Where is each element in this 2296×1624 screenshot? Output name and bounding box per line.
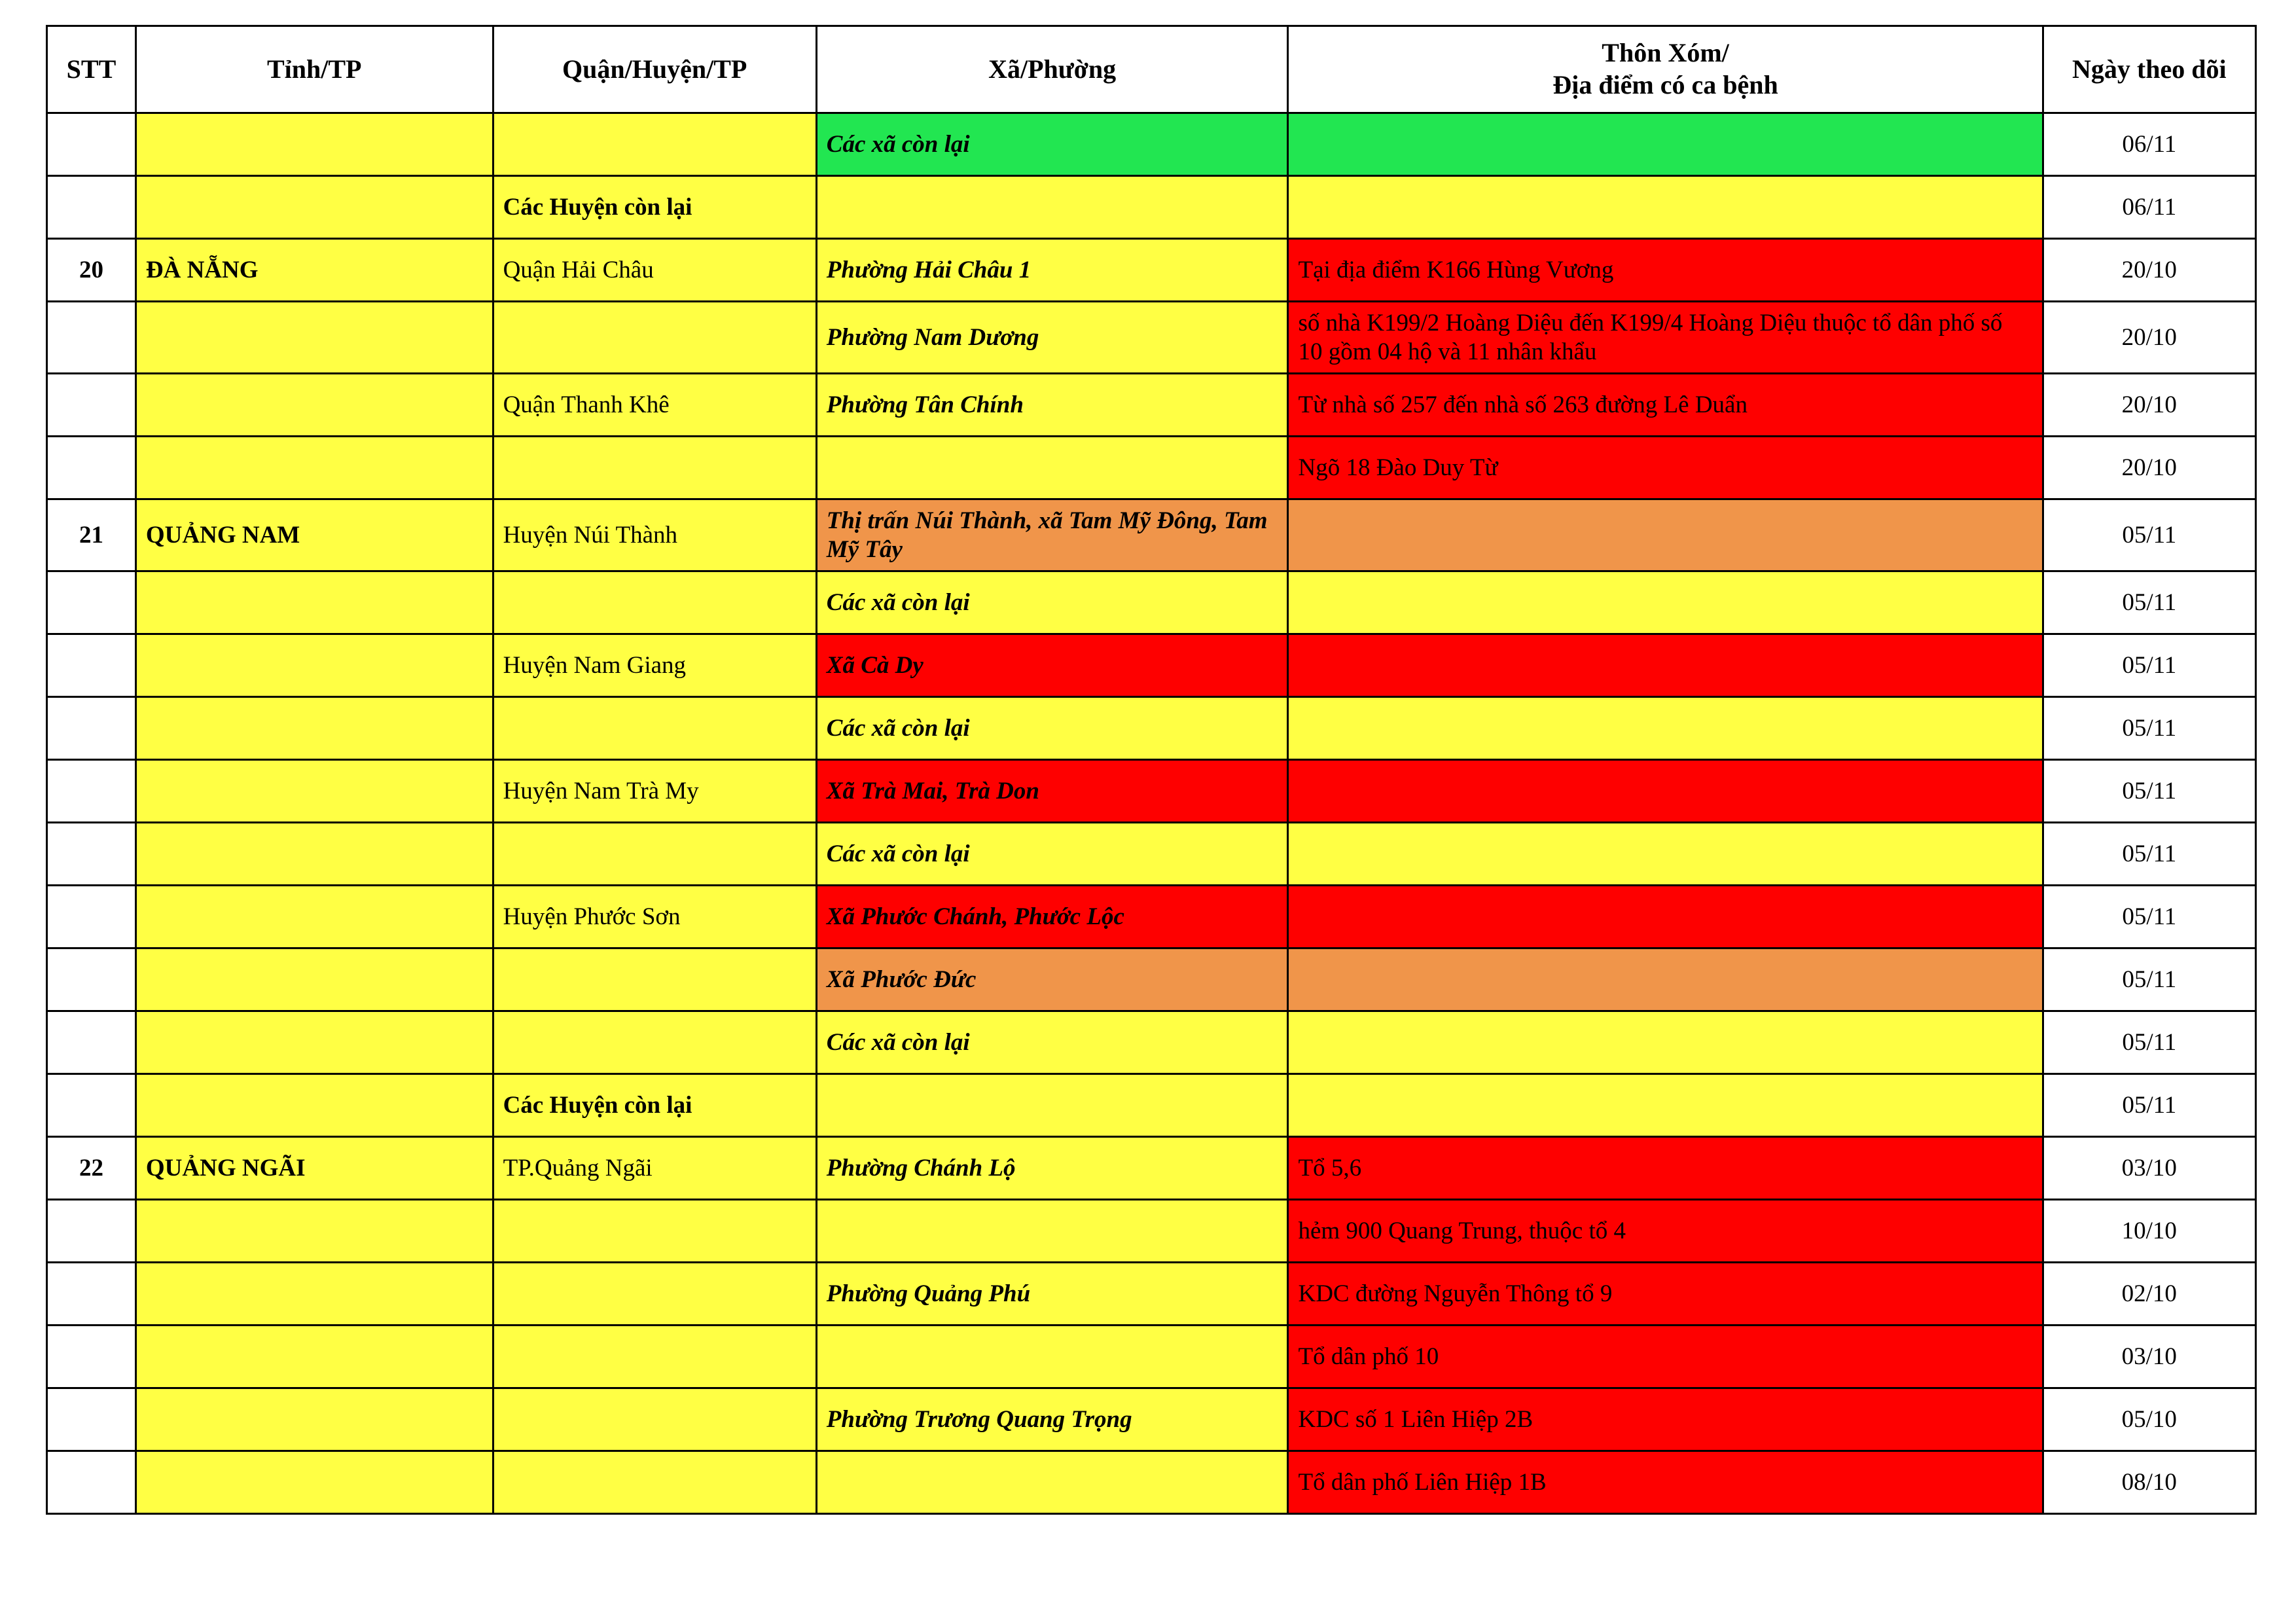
cell-date (2043, 571, 2255, 634)
cell-place (1288, 697, 2043, 760)
cell-ward (816, 886, 1288, 948)
cell-ward (816, 1263, 1288, 1326)
cell-date-text: 05/11 (2122, 965, 2177, 993)
cell-province (135, 1137, 493, 1200)
cell-province (135, 823, 493, 886)
cell-province (135, 1388, 493, 1451)
cell-date (2043, 1388, 2255, 1451)
cell-place (1288, 1137, 2043, 1200)
cell-date (2043, 176, 2255, 239)
cell-province (135, 1326, 493, 1388)
cell-province (135, 1074, 493, 1137)
cell-province (135, 176, 493, 239)
cell-place (1288, 760, 2043, 823)
cell-place (1288, 1074, 2043, 1137)
cell-stt (47, 886, 136, 948)
cell-date-text: 10/10 (2121, 1217, 2177, 1244)
cell-ward-text: Xã Phước Chánh, Phước Lộc (826, 903, 1124, 930)
cell-date-text: 06/11 (2122, 193, 2177, 221)
cell-ward (816, 1388, 1288, 1451)
cell-district (493, 886, 816, 948)
cell-district (493, 1074, 816, 1137)
header-province: Tỉnh/TP (135, 26, 493, 113)
cell-place (1288, 1200, 2043, 1263)
header-place (1288, 26, 2043, 113)
cell-district (493, 697, 816, 760)
cell-stt (47, 1011, 136, 1074)
cell-province (135, 571, 493, 634)
cell-date (2043, 634, 2255, 697)
cell-district (493, 1200, 816, 1263)
cell-date-text: 05/11 (2122, 903, 2177, 930)
cell-place-text: hẻm 900 Quang Trung, thuộc tổ 4 (1298, 1217, 1626, 1244)
cell-stt (47, 1200, 136, 1263)
cell-place (1288, 634, 2043, 697)
cell-date (2043, 1137, 2255, 1200)
table-row (47, 1200, 2256, 1263)
cell-place (1288, 571, 2043, 634)
cell-province (135, 1011, 493, 1074)
table-row (47, 1074, 2256, 1137)
cell-province (135, 1200, 493, 1263)
cell-stt (47, 948, 136, 1011)
cell-stt (47, 571, 136, 634)
cell-ward (816, 1011, 1288, 1074)
cell-stt (47, 239, 136, 302)
cell-province (135, 760, 493, 823)
cell-ward (816, 176, 1288, 239)
table-body (47, 113, 2256, 1514)
cell-stt (47, 437, 136, 499)
cell-district (493, 1326, 816, 1388)
table-row (47, 302, 2256, 374)
cell-stt (47, 1388, 136, 1451)
cell-district (493, 1451, 816, 1514)
table-row (47, 239, 2256, 302)
cell-stt (47, 1451, 136, 1514)
cell-date-text: 20/10 (2121, 256, 2177, 283)
table-row (47, 697, 2256, 760)
cell-place (1288, 1326, 2043, 1388)
cell-ward-text: Các xã còn lại (826, 840, 970, 867)
table-row (47, 176, 2256, 239)
table-row (47, 113, 2256, 176)
header-place-line2: Địa điểm có ca bệnh (1552, 70, 1778, 99)
cell-ward (816, 1326, 1288, 1388)
cell-stt (47, 697, 136, 760)
header-stt: STT (47, 26, 136, 113)
cell-date-text: 05/11 (2122, 588, 2177, 616)
cell-ward (816, 437, 1288, 499)
header-district: Quận/Huyện/TP (493, 26, 816, 113)
cell-date (2043, 886, 2255, 948)
cell-place (1288, 437, 2043, 499)
cell-province (135, 948, 493, 1011)
table-row (47, 1388, 2256, 1451)
cell-district (493, 239, 816, 302)
cell-ward (816, 1137, 1288, 1200)
cell-date-text: 05/11 (2122, 651, 2177, 679)
cell-ward (816, 239, 1288, 302)
cell-province (135, 302, 493, 374)
cell-stt-text: 21 (79, 521, 103, 549)
cell-district (493, 1011, 816, 1074)
cell-date (2043, 499, 2255, 571)
cell-district-text: Các Huyện còn lại (503, 1091, 692, 1119)
cell-date (2043, 1200, 2255, 1263)
cell-ward (816, 302, 1288, 374)
cell-date (2043, 697, 2255, 760)
cell-province (135, 1451, 493, 1514)
cell-place-text: Tổ dân phố Liên Hiệp 1B (1298, 1468, 1547, 1496)
cell-ward-text: Phường Tân Chính (826, 391, 1024, 418)
cell-place (1288, 886, 2043, 948)
cell-date-text: 05/10 (2121, 1405, 2177, 1433)
cell-place (1288, 1451, 2043, 1514)
cell-province (135, 239, 493, 302)
cell-place (1288, 239, 2043, 302)
cell-district-text: Huyện Nam Giang (503, 651, 687, 679)
cell-stt (47, 374, 136, 437)
cell-date (2043, 1326, 2255, 1388)
table-row (47, 760, 2256, 823)
cell-date (2043, 1011, 2255, 1074)
cell-date-text: 20/10 (2121, 454, 2177, 481)
cell-date (2043, 374, 2255, 437)
cell-province (135, 697, 493, 760)
cell-date-text: 05/11 (2122, 1091, 2177, 1119)
cell-stt (47, 113, 136, 176)
cell-date-text: 02/10 (2121, 1280, 2177, 1307)
table-row (47, 634, 2256, 697)
cell-district (493, 948, 816, 1011)
cell-province (135, 1263, 493, 1326)
cell-district (493, 760, 816, 823)
cell-place (1288, 1011, 2043, 1074)
cell-province (135, 499, 493, 571)
cell-ward (816, 697, 1288, 760)
cell-date (2043, 113, 2255, 176)
cell-province (135, 113, 493, 176)
cell-ward (816, 113, 1288, 176)
cell-place (1288, 1263, 2043, 1326)
header-date: Ngày theo dõi (2043, 26, 2255, 113)
cell-province (135, 437, 493, 499)
table-row (47, 1137, 2256, 1200)
cell-district (493, 1263, 816, 1326)
cell-ward (816, 823, 1288, 886)
cell-date-text: 08/10 (2121, 1468, 2177, 1496)
cell-ward-text: Phường Hải Châu 1 (826, 256, 1031, 283)
cell-stt (47, 302, 136, 374)
table-row (47, 1263, 2256, 1326)
cell-stt (47, 1263, 136, 1326)
cell-date (2043, 1074, 2255, 1137)
cell-stt (47, 1326, 136, 1388)
cell-date-text: 06/11 (2122, 130, 2177, 158)
cell-ward-text: Phường Nam Dương (826, 323, 1039, 351)
table-row (47, 886, 2256, 948)
cell-ward-text: Phường Quảng Phú (826, 1280, 1031, 1307)
cell-date (2043, 823, 2255, 886)
cell-ward-text: Phường Trương Quang Trọng (826, 1405, 1132, 1433)
table-row (47, 1326, 2256, 1388)
cell-stt-text: 20 (79, 256, 103, 283)
cell-date (2043, 1451, 2255, 1514)
cell-district-text: TP.Quảng Ngãi (503, 1154, 653, 1182)
cell-district (493, 499, 816, 571)
cell-ward-text: Các xã còn lại (826, 714, 970, 742)
cell-date (2043, 302, 2255, 374)
cell-ward-text: Các xã còn lại (826, 130, 970, 158)
table-row (47, 437, 2256, 499)
cell-district (493, 634, 816, 697)
cell-stt (47, 760, 136, 823)
cell-ward (816, 499, 1288, 571)
cell-ward (816, 374, 1288, 437)
cell-district (493, 1137, 816, 1200)
cell-place (1288, 176, 2043, 239)
cell-district-text: Quận Thanh Khê (503, 391, 670, 418)
header-place-line1: Thôn Xóm/ (1602, 38, 1729, 68)
cell-stt (47, 1074, 136, 1137)
table-header (47, 26, 2256, 113)
cell-ward-text: Các xã còn lại (826, 588, 970, 616)
cell-ward-text: Xã Trà Mai, Trà Don (826, 777, 1039, 804)
cell-district-text: Huyện Phước Sơn (503, 903, 681, 930)
cell-district (493, 823, 816, 886)
cell-date (2043, 760, 2255, 823)
cell-province (135, 374, 493, 437)
cell-date-text: 05/11 (2122, 1028, 2177, 1056)
cell-district-text: Huyện Núi Thành (503, 521, 678, 549)
cell-ward (816, 948, 1288, 1011)
cell-province (135, 634, 493, 697)
cell-district (493, 176, 816, 239)
cell-ward-text: Xã Phước Đức (826, 965, 977, 993)
header-row (47, 26, 2256, 113)
cell-stt (47, 499, 136, 571)
table-row (47, 1451, 2256, 1514)
cell-date (2043, 1263, 2255, 1326)
cell-date-text: 03/10 (2121, 1343, 2177, 1370)
cell-place (1288, 374, 2043, 437)
cell-place (1288, 499, 2043, 571)
cell-date-text: 05/11 (2122, 714, 2177, 742)
cell-province (135, 886, 493, 948)
cell-district-text: Huyện Nam Trà My (503, 777, 699, 804)
cell-district (493, 571, 816, 634)
cell-date-text: 20/10 (2121, 391, 2177, 418)
cell-ward (816, 1200, 1288, 1263)
cell-stt (47, 176, 136, 239)
table-row (47, 571, 2256, 634)
cell-province-text: QUẢNG NAM (145, 521, 300, 549)
table-row (47, 374, 2256, 437)
cell-ward (816, 634, 1288, 697)
table-row (47, 499, 2256, 571)
cell-ward-text: Các xã còn lại (826, 1028, 970, 1056)
table-row (47, 1011, 2256, 1074)
cell-date (2043, 239, 2255, 302)
cell-place (1288, 113, 2043, 176)
cell-province-text: QUẢNG NGÃI (145, 1154, 306, 1182)
cell-place-text: Ngõ 18 Đào Duy Từ (1298, 454, 1498, 481)
cell-ward (816, 1451, 1288, 1514)
cell-ward-text: Xã Cà Dy (826, 651, 924, 679)
cell-place-text: Tổ dân phố 10 (1298, 1343, 1439, 1370)
cell-place-text: KDC số 1 Liên Hiệp 2B (1298, 1405, 1534, 1433)
cell-district (493, 1388, 816, 1451)
table-row (47, 823, 2256, 886)
cell-district (493, 302, 816, 374)
cell-place-text: Tổ 5,6 (1298, 1154, 1362, 1182)
cell-date-text: 05/11 (2122, 840, 2177, 867)
epidemic-risk-table (46, 25, 2257, 1515)
cell-ward-text: Phường Chánh Lộ (826, 1154, 1016, 1182)
cell-place (1288, 948, 2043, 1011)
cell-place (1288, 302, 2043, 374)
cell-stt-text: 22 (79, 1154, 103, 1182)
cell-district (493, 437, 816, 499)
cell-place-text: KDC đường Nguyễn Thông tổ 9 (1298, 1280, 1613, 1307)
cell-date-text: 03/10 (2121, 1154, 2177, 1182)
cell-date (2043, 948, 2255, 1011)
cell-place (1288, 1388, 2043, 1451)
cell-district-text: Các Huyện còn lại (503, 193, 692, 221)
header-ward: Xã/Phường (816, 26, 1288, 113)
cell-date-text: 20/10 (2121, 323, 2177, 351)
cell-ward (816, 571, 1288, 634)
cell-place (1288, 823, 2043, 886)
cell-date (2043, 437, 2255, 499)
cell-place-text: số nhà K199/2 Hoàng Diệu đến K199/4 Hoàng Diệu thuộc tổ dân phố số 10 gồm 04 hộ và 11 nhân khẩu (1298, 309, 2003, 365)
cell-stt (47, 823, 136, 886)
cell-district (493, 374, 816, 437)
cell-stt (47, 634, 136, 697)
cell-ward-text: Thị trấn Núi Thành, xã Tam Mỹ Đông, Tam Mỹ Tây (826, 507, 1268, 563)
cell-date-text: 05/11 (2122, 521, 2177, 549)
cell-district (493, 113, 816, 176)
cell-stt (47, 1137, 136, 1200)
cell-place-text: Từ nhà số 257 đến nhà số 263 đường Lê Duẩn (1298, 391, 1748, 418)
cell-place-text: Tại địa điểm K166 Hùng Vương (1298, 256, 1614, 283)
table-row (47, 948, 2256, 1011)
cell-ward (816, 1074, 1288, 1137)
cell-district-text: Quận Hải Châu (503, 256, 654, 283)
cell-province-text: ĐÀ NẴNG (145, 256, 259, 283)
cell-ward (816, 760, 1288, 823)
cell-date-text: 05/11 (2122, 777, 2177, 804)
